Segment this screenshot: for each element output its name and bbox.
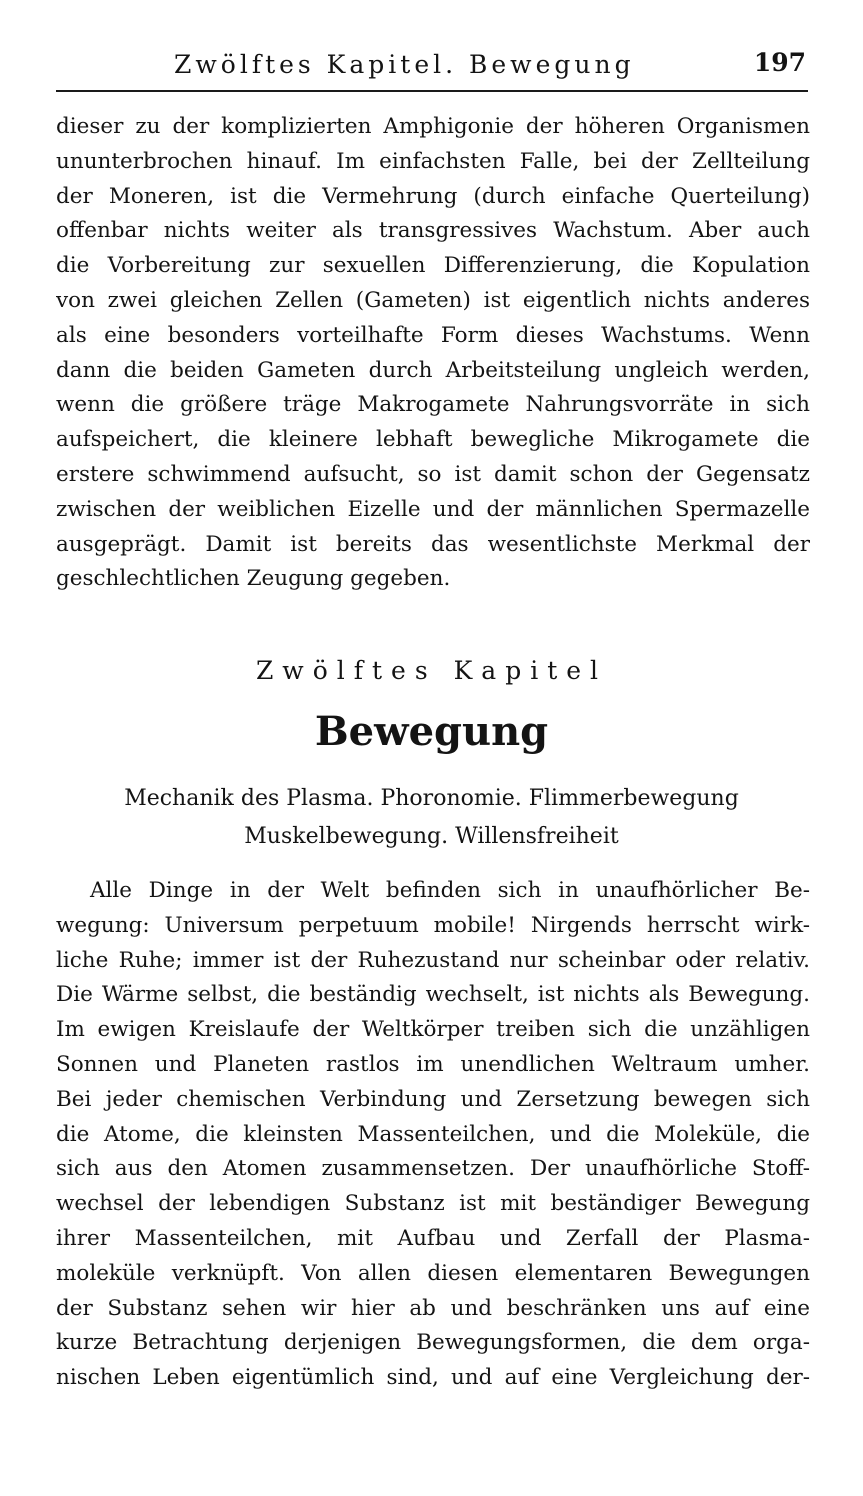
text-line: geschlechtlichen Zeugung gegeben. <box>56 566 451 592</box>
text-line: wenn die größere träge Makrogamete Nahrungsvorräte in sich <box>56 392 810 418</box>
text-line: Alle Dinge in der Welt befinden sich in unaufhörlicher Be- <box>90 878 810 903</box>
text-line: wegung: Universum perpetuum mobile! Nirgends herrscht wirk- <box>56 912 810 938</box>
chapter-subtitle: Mechanik des Plasma. Phoronomie. Flimmerbewegung <box>124 786 739 811</box>
paragraph-continued <box>56 110 810 597</box>
text-line: ihrer Massenteilchen, mit Aufbau und Zerfall der Plasma- <box>56 1225 810 1251</box>
text-line: Sonnen und Planeten rastlos im unendlichen Weltraum umher. <box>56 1051 810 1077</box>
text-line: sich aus den Atomen zusammensetzen. Der unaufhörliche Stoff- <box>56 1156 810 1182</box>
text-line: kurze Betrachtung derjenigen Bewegungsformen, die dem orga- <box>56 1330 810 1356</box>
text-line: liche Ruhe; immer ist der Ruhezustand nur scheinbar oder relativ. <box>56 947 810 973</box>
running-header <box>56 44 808 88</box>
chapter-opening-paragraph <box>56 874 810 1396</box>
text-line: Bei jeder chemischen Verbindung und Zersetzung bewegen sich <box>56 1086 810 1112</box>
text-line: die Vorbereitung zur sexuellen Differenzierung, die Kopulation <box>56 253 810 279</box>
text-line: Im ewigen Kreislaufe der Weltkörper treiben sich die unzähligen <box>56 1017 810 1043</box>
text-line: zwischen der weiblichen Eizelle und der männlichen Spermazelle <box>56 496 810 522</box>
text-line: dann die beiden Gameten durch Arbeitsteilung ungleich werden, <box>56 357 810 383</box>
header-rule <box>56 90 808 92</box>
text-line: die Atome, die kleinsten Massenteilchen, und die Moleküle, die <box>56 1121 810 1147</box>
running-title: Zwölftes Kapitel. Bewegung <box>174 50 635 79</box>
text-line: wechsel der lebendigen Substanz ist mit beständiger Bewegung <box>56 1191 810 1217</box>
text-line: als eine besonders vorteilhafte Form dieses Wachstums. Wenn <box>56 322 810 348</box>
chapter-subtitle: Muskelbewegung. Willensfreiheit <box>244 824 619 849</box>
chapter-label: Zwölftes Kapitel <box>255 656 608 685</box>
text-line: der Moneren, ist die Vermehrung (durch einfache Querteilung) <box>56 183 810 209</box>
text-line: ununterbrochen hinauf. Im einfachsten Falle, bei der Zellteilung <box>56 148 810 174</box>
text-line: nischen Leben eigentümlich sind, und auf eine Vergleichung der- <box>56 1365 810 1391</box>
text-line: offenbar nichts weiter als transgressives Wachstum. Aber auch <box>56 218 810 244</box>
text-line: erstere schwimmend aufsucht, so ist damit schon der Gegensatz <box>56 461 810 487</box>
text-line: der Substanz sehen wir hier ab und beschränken uns auf eine <box>56 1295 810 1321</box>
text-line: dieser zu der komplizierten Amphigonie der höheren Organismen <box>56 114 810 139</box>
chapter-title: Bewegung <box>314 708 549 755</box>
text-line: von zwei gleichen Zellen (Gameten) ist eigentlich nichts anderes <box>56 287 810 313</box>
text-line: aufspeichert, die kleinere lebhaft bewegliche Mikrogamete die <box>56 427 810 453</box>
page-number: 197 <box>753 48 806 77</box>
text-line: ausgeprägt. Damit ist bereits das wesentlichste Merkmal der <box>56 531 810 557</box>
text-line: moleküle verknüpft. Von allen diesen elementaren Bewegungen <box>56 1260 810 1286</box>
text-line: Die Wärme selbst, die beständig wechselt, ist nichts als Bewegung. <box>56 982 810 1008</box>
